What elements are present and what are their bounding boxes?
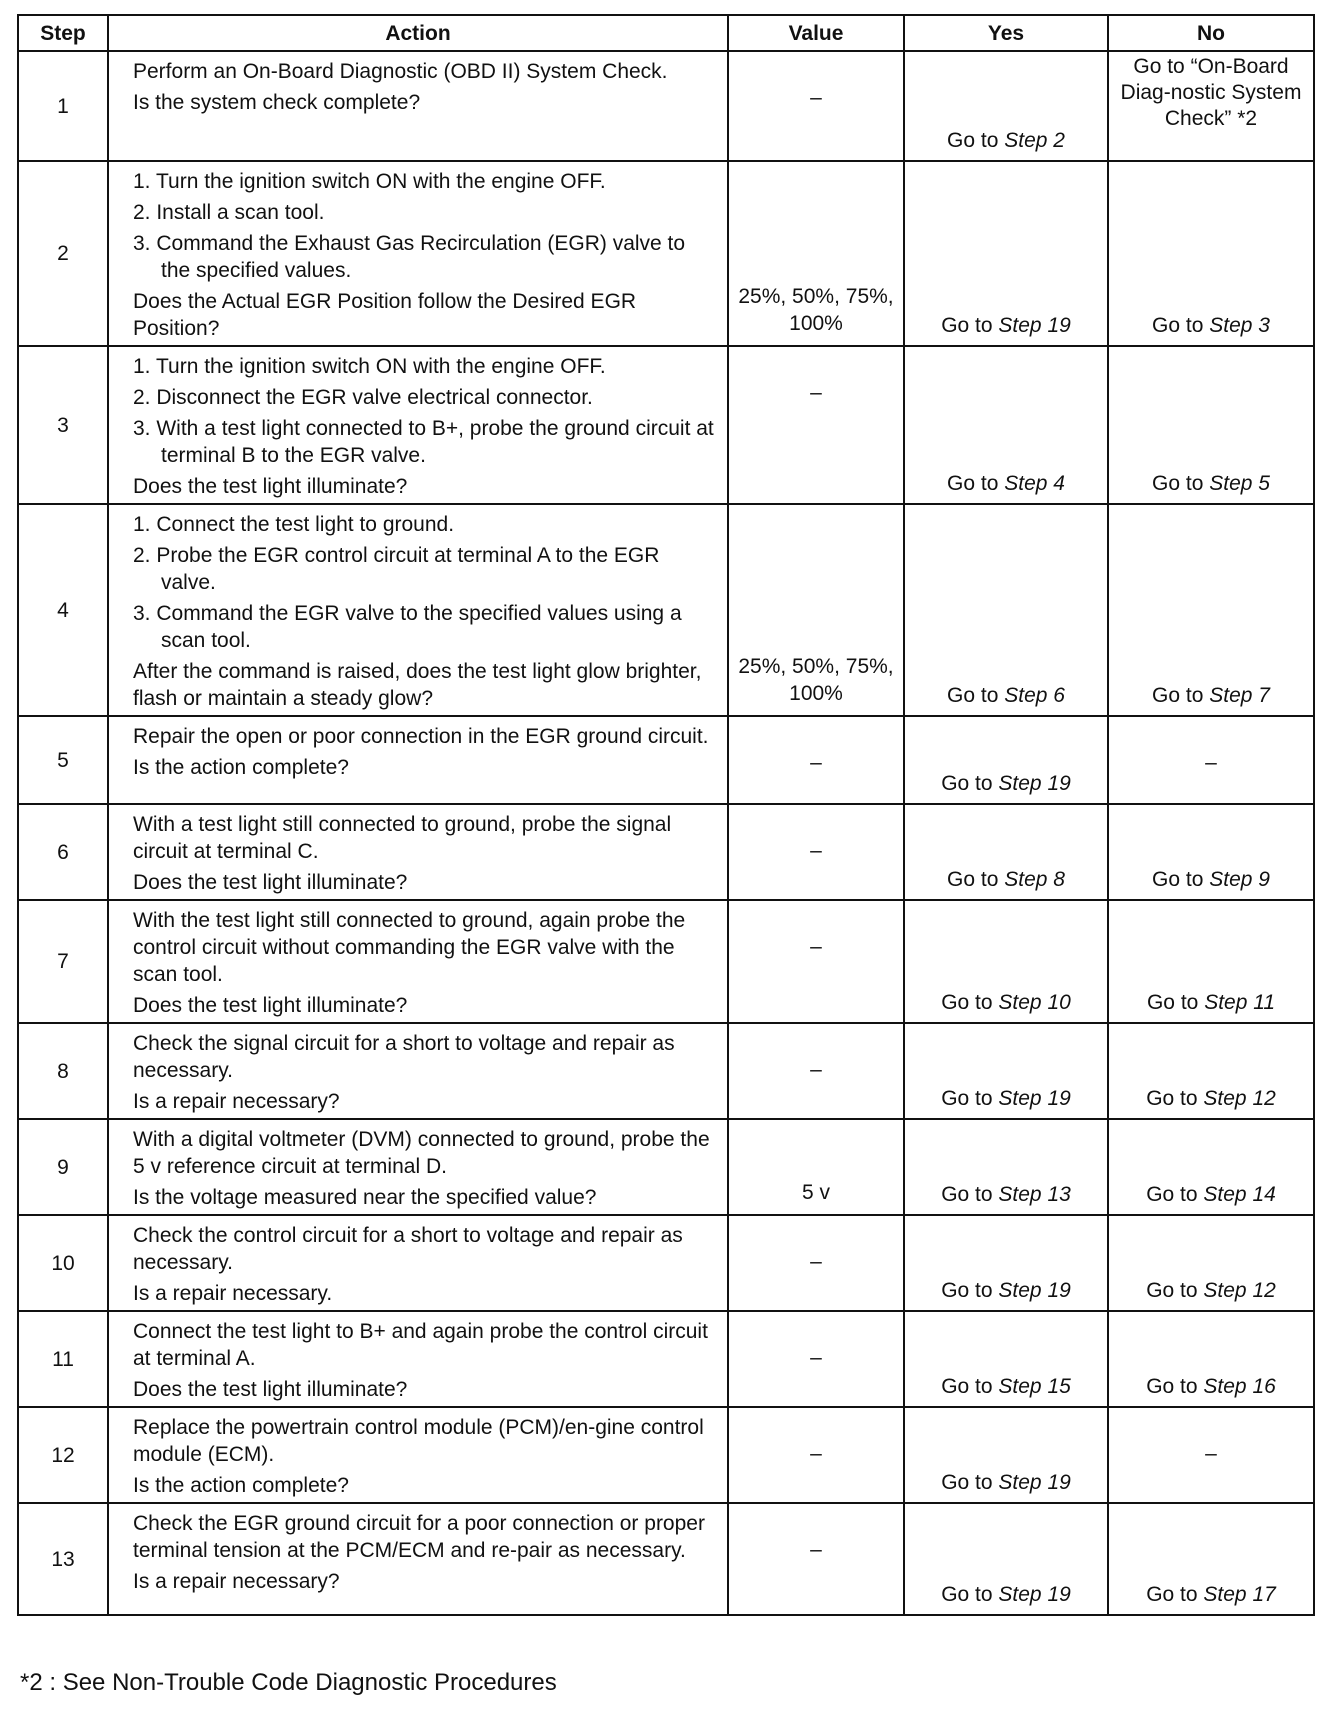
- action-cell: [108, 51, 728, 161]
- action-cell: [108, 1407, 728, 1503]
- header-yes: Yes: [904, 15, 1108, 51]
- no-goto-prefix: Go to: [1152, 314, 1204, 337]
- yes-goto-prefix: Go to: [941, 314, 993, 337]
- action-cell: [108, 1503, 728, 1615]
- header-step: Step: [18, 15, 108, 51]
- no-cell: [1108, 1407, 1314, 1503]
- action-line: Check the EGR ground circuit for a poor connection or proper terminal tension at the PCM/ECM and re-pair as necessary.: [133, 1512, 705, 1562]
- action-line: Replace the powertrain control module (PCM)/en-gine control module (ECM).: [133, 1416, 704, 1466]
- step-number: 6: [18, 804, 108, 900]
- step-number: 8: [18, 1023, 108, 1119]
- diagnostic-table: [17, 14, 1315, 1616]
- action-line: 2. Install a scan tool.: [133, 201, 325, 224]
- no-goto-prefix: Go to: [1146, 1183, 1198, 1206]
- yes-step-link: Step 8: [1004, 868, 1065, 891]
- no-step-link: Step 11: [1204, 991, 1276, 1014]
- no-goto-prefix: Go to: [1146, 1087, 1198, 1110]
- action-line: With a test light still connected to ground, probe the signal circuit at terminal C.: [133, 813, 672, 863]
- yes-step-link: Step 13: [998, 1183, 1071, 1206]
- yes-goto-prefix: Go to: [941, 1183, 993, 1206]
- no-cell: [1108, 900, 1314, 1023]
- value-cell: –: [728, 1407, 904, 1503]
- yes-goto-prefix: Go to: [941, 1279, 993, 1302]
- step-number: 2: [18, 161, 108, 346]
- yes-goto-prefix: Go to: [947, 868, 999, 891]
- no-goto-prefix: Go to: [1146, 1279, 1198, 1302]
- action-question: Is the action complete?: [133, 1474, 349, 1497]
- header-value: Value: [728, 15, 904, 51]
- action-line: Check the signal circuit for a short to voltage and repair as necessary.: [133, 1032, 675, 1082]
- table-row: [18, 1407, 1314, 1503]
- action-line: Perform an On-Board Diagnostic (OBD II) System Check.: [133, 60, 668, 83]
- action-line: 2. Probe the EGR control circuit at terminal A to the EGR valve.: [133, 544, 660, 594]
- yes-step-link: Step 19: [998, 1087, 1071, 1110]
- no-goto-prefix: Go to: [1152, 868, 1204, 891]
- action-question: Is the system check complete?: [133, 91, 421, 114]
- table-row: [18, 900, 1314, 1023]
- no-goto-prefix: Go to: [1146, 1375, 1198, 1398]
- no-step-link: Step 17: [1203, 1583, 1276, 1606]
- yes-step-link: Step 19: [998, 314, 1071, 337]
- header-row: [18, 15, 1314, 51]
- yes-step-link: Step 19: [998, 1583, 1071, 1606]
- table-row: [18, 161, 1314, 346]
- yes-cell: [904, 346, 1108, 504]
- action-question: Is a repair necessary?: [133, 1090, 340, 1113]
- step-number: 11: [18, 1311, 108, 1407]
- step-number: 1: [18, 51, 108, 161]
- no-cell: [1108, 1119, 1314, 1215]
- action-cell: [108, 716, 728, 804]
- step-number: 10: [18, 1215, 108, 1311]
- diagnostic-table-container: [17, 14, 1313, 1616]
- action-question: After the command is raised, does the test light glow brighter, flash or maintain a steady glow?: [133, 660, 702, 710]
- no-cell: [1108, 804, 1314, 900]
- yes-cell: [904, 1023, 1108, 1119]
- no-step-link: Step 7: [1209, 684, 1270, 707]
- yes-step-link: Step 19: [998, 1279, 1071, 1302]
- step-number: 13: [18, 1503, 108, 1615]
- table-row: [18, 1119, 1314, 1215]
- no-step-link: Step 3: [1209, 314, 1270, 337]
- action-cell: [108, 346, 728, 504]
- yes-step-link: Step 15: [998, 1375, 1071, 1398]
- step-number: 12: [18, 1407, 108, 1503]
- action-cell: [108, 504, 728, 716]
- value-cell: –: [728, 1311, 904, 1407]
- yes-cell: [904, 1503, 1108, 1615]
- yes-step-link: Step 19: [998, 772, 1071, 795]
- action-question: Does the Actual EGR Position follow the Desired EGR Position?: [133, 290, 637, 340]
- table-row: [18, 51, 1314, 161]
- no-goto-prefix: Go to: [1152, 684, 1204, 707]
- action-question: Is a repair necessary?: [133, 1570, 340, 1593]
- no-cell: [1108, 1311, 1314, 1407]
- table-row: [18, 716, 1314, 804]
- yes-step-link: Step 4: [1004, 472, 1065, 495]
- value-cell: –: [728, 1215, 904, 1311]
- value-cell: –: [728, 346, 904, 504]
- no-text: –: [1205, 751, 1217, 774]
- yes-goto-prefix: Go to: [941, 1583, 993, 1606]
- header-action: Action: [108, 15, 728, 51]
- no-goto-prefix: Go to: [1152, 472, 1204, 495]
- step-number: 9: [18, 1119, 108, 1215]
- table-row: [18, 1503, 1314, 1615]
- yes-cell: [904, 804, 1108, 900]
- action-cell: [108, 1119, 728, 1215]
- table-row: [18, 804, 1314, 900]
- yes-cell: [904, 161, 1108, 346]
- yes-cell: [904, 1119, 1108, 1215]
- yes-cell: [904, 1215, 1108, 1311]
- yes-cell: [904, 1311, 1108, 1407]
- action-line: 3. Command the Exhaust Gas Recirculation (EGR) valve to the specified values.: [133, 232, 686, 282]
- value-cell: 25%, 50%, 75%, 100%: [728, 504, 904, 716]
- no-text: –: [1205, 1442, 1217, 1465]
- yes-goto-prefix: Go to: [941, 1375, 993, 1398]
- action-question: Is a repair necessary.: [133, 1282, 333, 1305]
- action-cell: [108, 161, 728, 346]
- no-cell: [1108, 1023, 1314, 1119]
- step-number: 5: [18, 716, 108, 804]
- value-cell: –: [728, 1023, 904, 1119]
- no-cell: [1108, 504, 1314, 716]
- yes-goto-prefix: Go to: [941, 1471, 993, 1494]
- no-step-link: Step 14: [1203, 1183, 1276, 1206]
- action-line: 1. Connect the test light to ground.: [133, 513, 455, 536]
- action-line: 1. Turn the ignition switch ON with the engine OFF.: [133, 355, 606, 378]
- header-no: No: [1108, 15, 1314, 51]
- value-cell: –: [728, 900, 904, 1023]
- table-row: [18, 1311, 1314, 1407]
- action-question: Is the voltage measured near the specified value?: [133, 1186, 597, 1209]
- table-row: [18, 346, 1314, 504]
- table-row: [18, 1215, 1314, 1311]
- yes-goto-prefix: Go to: [947, 684, 999, 707]
- table-row: [18, 1023, 1314, 1119]
- yes-step-link: Step 19: [998, 1471, 1071, 1494]
- action-cell: [108, 804, 728, 900]
- action-line: Repair the open or poor connection in the EGR ground circuit.: [133, 725, 709, 748]
- yes-goto-prefix: Go to: [941, 1087, 993, 1110]
- value-cell: 25%, 50%, 75%, 100%: [728, 161, 904, 346]
- no-step-link: Step 12: [1203, 1279, 1276, 1302]
- action-cell: [108, 1023, 728, 1119]
- action-line: 3. Command the EGR valve to the specified values using a scan tool.: [133, 602, 682, 652]
- action-line: 3. With a test light connected to B+, probe the ground circuit at terminal B to the EGR valve.: [133, 417, 714, 467]
- no-step-link: Step 12: [1203, 1087, 1276, 1110]
- no-cell: [1108, 51, 1314, 161]
- value-cell: –: [728, 51, 904, 161]
- value-cell: –: [728, 716, 904, 804]
- action-line: Check the control circuit for a short to voltage and repair as necessary.: [133, 1224, 683, 1274]
- yes-cell: [904, 716, 1108, 804]
- action-cell: [108, 900, 728, 1023]
- action-cell: [108, 1311, 728, 1407]
- action-cell: [108, 1215, 728, 1311]
- action-line: With the test light still connected to ground, again probe the control circuit without commanding the EGR valve with the scan tool.: [133, 909, 686, 986]
- no-step-link: Step 16: [1203, 1375, 1276, 1398]
- action-line: 1. Turn the ignition switch ON with the engine OFF.: [133, 170, 606, 193]
- step-number: 7: [18, 900, 108, 1023]
- action-line: Connect the test light to B+ and again probe the control circuit at terminal A.: [133, 1320, 708, 1370]
- step-number: 4: [18, 504, 108, 716]
- yes-step-link: Step 10: [998, 991, 1071, 1014]
- action-question: Does the test light illuminate?: [133, 871, 408, 894]
- no-cell: [1108, 346, 1314, 504]
- yes-goto-prefix: Go to: [941, 991, 993, 1014]
- no-goto-prefix: Go to: [1146, 1583, 1198, 1606]
- yes-cell: [904, 1407, 1108, 1503]
- action-question: Is the action complete?: [133, 756, 349, 779]
- action-line: 2. Disconnect the EGR valve electrical connector.: [133, 386, 593, 409]
- no-text: Go to “On-Board Diag-nostic System Check” *2: [1120, 55, 1302, 130]
- yes-cell: [904, 51, 1108, 161]
- step-number: 3: [18, 346, 108, 504]
- action-line: With a digital voltmeter (DVM) connected to ground, probe the 5 v reference circuit at terminal D.: [133, 1128, 710, 1178]
- no-cell: [1108, 1503, 1314, 1615]
- yes-cell: [904, 900, 1108, 1023]
- value-cell: 5 v: [728, 1119, 904, 1215]
- yes-goto-prefix: Go to: [947, 472, 999, 495]
- yes-step-link: Step 6: [1004, 684, 1065, 707]
- footnote: *2 : See Non-Trouble Code Diagnostic Procedures: [20, 1669, 557, 1696]
- table-row: [18, 504, 1314, 716]
- yes-cell: [904, 504, 1108, 716]
- yes-goto-prefix: Go to: [947, 129, 999, 152]
- no-cell: [1108, 1215, 1314, 1311]
- no-goto-prefix: Go to: [1146, 991, 1199, 1014]
- action-question: Does the test light illuminate?: [133, 994, 408, 1017]
- yes-goto-prefix: Go to: [941, 772, 993, 795]
- table-body: [18, 51, 1314, 1615]
- yes-step-link: Step 2: [1004, 129, 1065, 152]
- value-cell: –: [728, 804, 904, 900]
- action-question: Does the test light illuminate?: [133, 475, 408, 498]
- value-cell: –: [728, 1503, 904, 1615]
- no-step-link: Step 9: [1209, 868, 1270, 891]
- no-cell: [1108, 161, 1314, 346]
- no-cell: [1108, 716, 1314, 804]
- no-step-link: Step 5: [1209, 472, 1270, 495]
- action-question: Does the test light illuminate?: [133, 1378, 408, 1401]
